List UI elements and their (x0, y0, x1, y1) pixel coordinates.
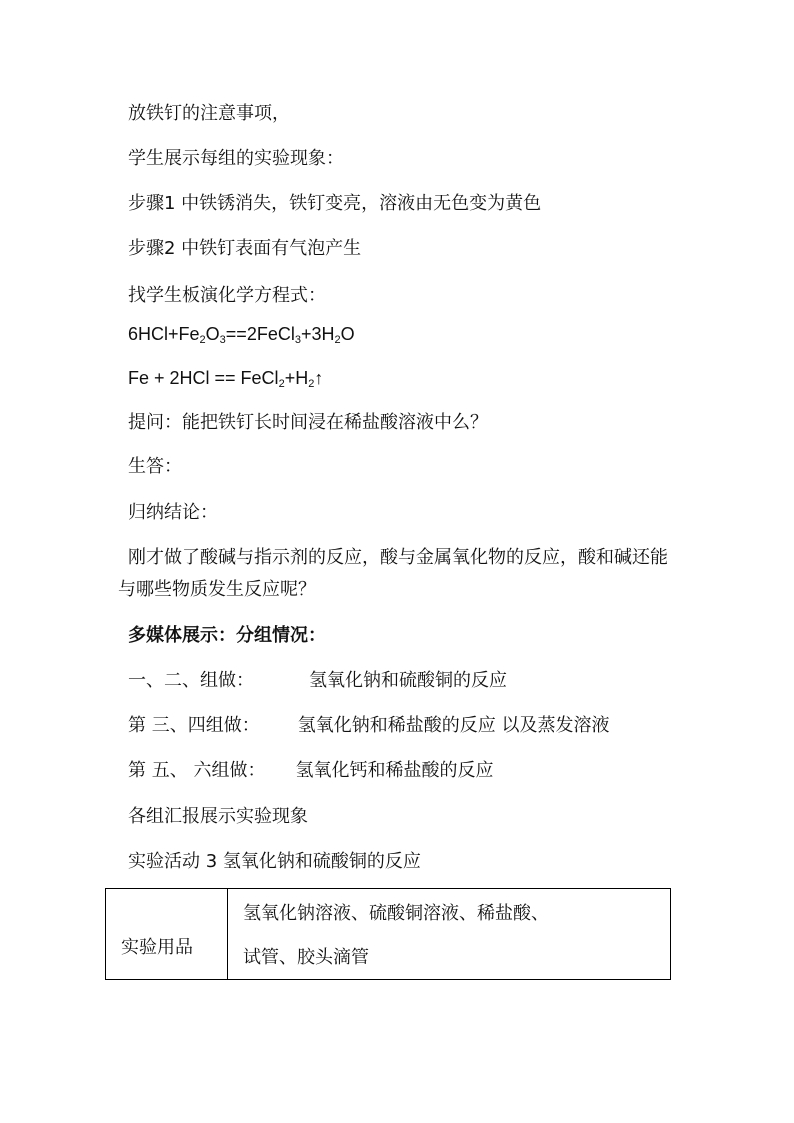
group-3-text: 氢氧化钙和稀盐酸的反应 (295, 760, 494, 781)
materials-table (105, 888, 671, 980)
equation-2: $Fe + 2HCl == FeCl_2+H_2↑$ (128, 368, 324, 390)
group-row-2 (128, 715, 609, 737)
group-row-1 (128, 670, 507, 692)
materials-label: 实验用品 (121, 937, 193, 958)
group-2-label: 第 三、四组做： (128, 715, 260, 736)
line-student-answer: 生答： (128, 456, 182, 477)
line-step1: 步骤1 中铁锈消失，铁钉变亮，溶液由无色变为黄色 (128, 193, 542, 214)
line-nail-notes: 放铁钉的注意事项， (128, 103, 290, 124)
line-report: 各组汇报展示实验现象 (128, 806, 308, 827)
line-show-phenomena: 学生展示每组的实验现象： (128, 148, 344, 169)
group-3-label: 第 五、 六组做： (128, 760, 266, 781)
line-question: 提问：能把铁钉长时间浸在稀盐酸溶液中么？ (128, 412, 488, 433)
materials-label-cell (106, 889, 228, 979)
group-row-3 (128, 760, 493, 782)
group-1-text: 氢氧化钠和硫酸铜的反应 (309, 670, 507, 691)
line-conclusion: 归纳结论： (128, 502, 218, 523)
materials-row-2: 试管、胶头滴管 (243, 947, 369, 968)
group-2-text: 氢氧化钠和稀盐酸的反应 以及蒸发溶液 (297, 715, 610, 736)
line-board-equation: 找学生板演化学方程式： (128, 285, 326, 306)
equation-1: $6HCl+Fe_2O_3==2FeCl_3+3H_2O$ (128, 324, 355, 346)
line-step2: 步骤2 中铁钉表面有气泡产生 (128, 238, 362, 259)
group-1-label: 一、二、组做： (128, 670, 254, 691)
line-activity-title: 实验活动 3 氢氧化钠和硫酸铜的反应 (128, 851, 421, 872)
paragraph-summary: 刚才做了酸碱与指示剂的反应，酸与金属氧化物的反应，酸和碱还能与哪些物质发生反应呢？ (118, 547, 668, 600)
heading-multimedia: 多媒体展示：分组情况： (128, 625, 326, 646)
materials-row-1: 氢氧化钠溶液、硫酸铜溶液、稀盐酸、 (243, 903, 549, 924)
